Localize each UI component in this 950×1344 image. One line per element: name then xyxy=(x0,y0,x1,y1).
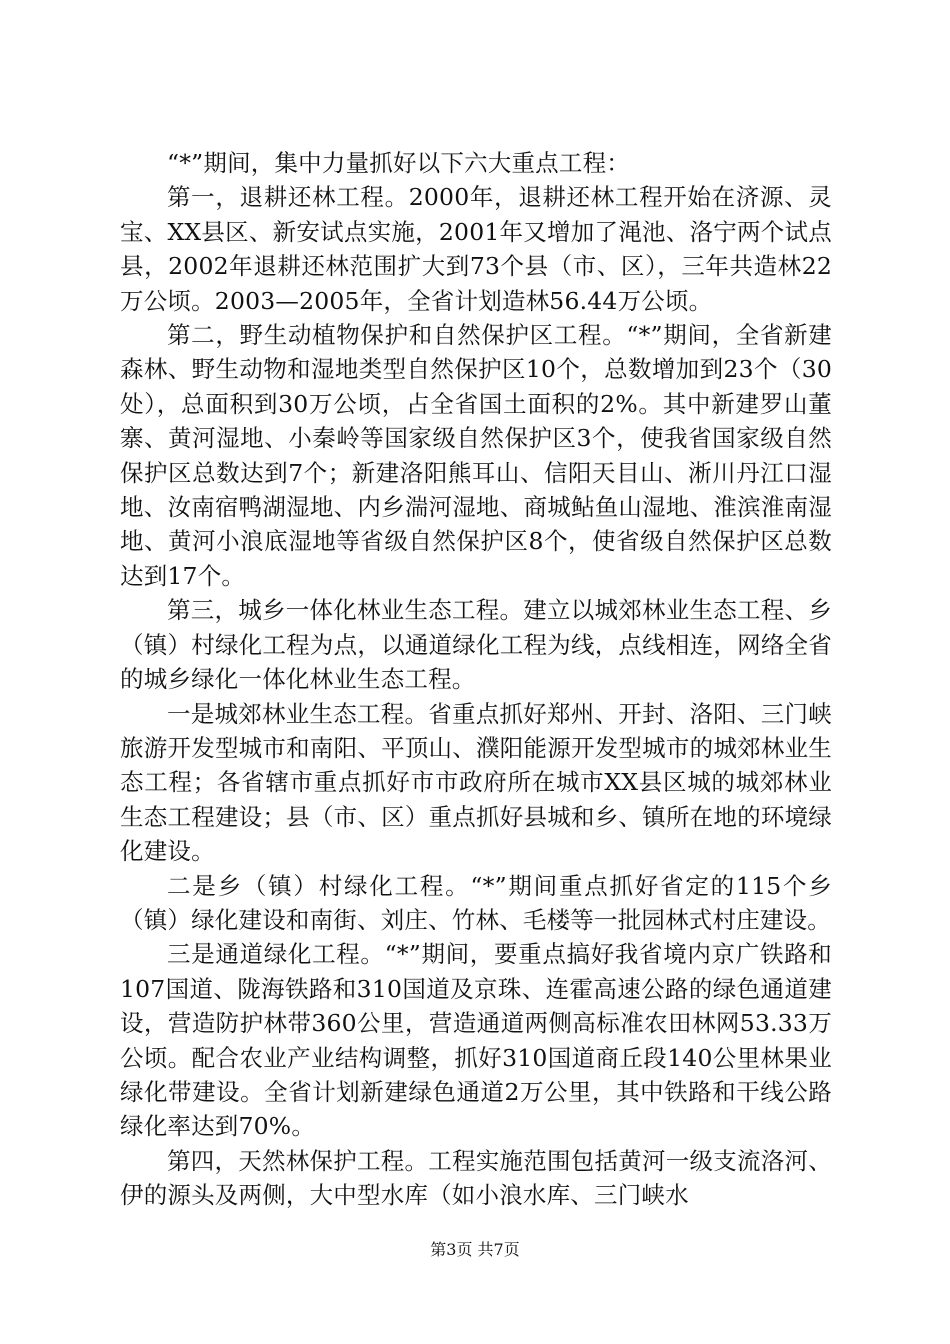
paragraph-intro: “*”期间，集中力量抓好以下六大重点工程： xyxy=(167,149,630,177)
paragraph-nature-reserves: 第二，野生动植物保护和自然保护区工程。“*”期间，全省新建森林、野生动物和湿地类型自然保护区10个，总数增加到23个（30处），总面积到30万公顷，占全省国土面积的2%。其中新建罗山董寨、黄河湿地、小秦岭等国家级自然保护区3个，使我省国家级自然保护区总数达到7个；新建洛阳熊耳山、信阳天目山、淅川丹江口湿地、汝南宿鸭湖湿地、内乡湍河湿地、商城鲇鱼山湿地、淮滨淮南湿地、黄河小浪底湿地等省级自然保护区8个，使省级自然保护区总数达到17个。 xyxy=(120,321,832,590)
paragraph-village-greening: 二是乡（镇）村绿化工程。“*”期间重点抓好省定的115个乡（镇）绿化建设和南街、刘庄、竹林、毛楼等一批园林式村庄建设。 xyxy=(120,871,832,934)
page-footer: 第3页 共7页 xyxy=(430,1240,520,1259)
paragraph-corridor-greening: 三是通道绿化工程。“*”期间，要重点搞好我省境内京广铁路和107国道、陇海铁路和310国道及京珠、连霍高速公路的绿色通道建设，营造防护林带360公里，营造通道两侧高标准农田林网53.33万公顷。配合农业产业结构调整，抓好310国道商丘段140公里林果业绿化带建设。全省计划新建绿色通道2万公里，其中铁路和干线公路绿化率达到70%。 xyxy=(120,940,832,1141)
paragraph-natural-forest: 第四，天然林保护工程。工程实施范围包括黄河一级支流洛河、伊的源头及两侧，大中型水库（如小浪水库、三门峡水 xyxy=(120,1146,832,1210)
paragraph-grain-to-green: 第一，退耕还林工程。2000年，退耕还林工程开始在济源、灵宝、XX县区、新安试点实施，2001年又增加了渑池、洛宁两个试点县，2002年退耕还林范围扩大到73个县（市、区），三年共造林22万公顷。2003—2005年，全省计划造林56.44万公顷。 xyxy=(120,183,832,315)
paragraph-suburban-ecology: 一是城郊林业生态工程。省重点抓好郑州、开封、洛阳、三门峡旅游开发型城市和南阳、平顶山、濮阳能源开发型城市的城郊林业生态工程；各省辖市重点抓好市市政府所在城市XX县区城的城郊林业生态工程建设；县（市、区）重点抓好县城和乡、镇所在地的环境绿化建设。 xyxy=(120,699,832,866)
document-body xyxy=(120,146,832,1213)
paragraph-urban-rural-forestry: 第三，城乡一体化林业生态工程。建立以城郊林业生态工程、乡（镇）村绿化工程为点，以通道绿化工程为线，点线相连，网络全省的城乡绿化一体化林业生态工程。 xyxy=(120,596,832,694)
